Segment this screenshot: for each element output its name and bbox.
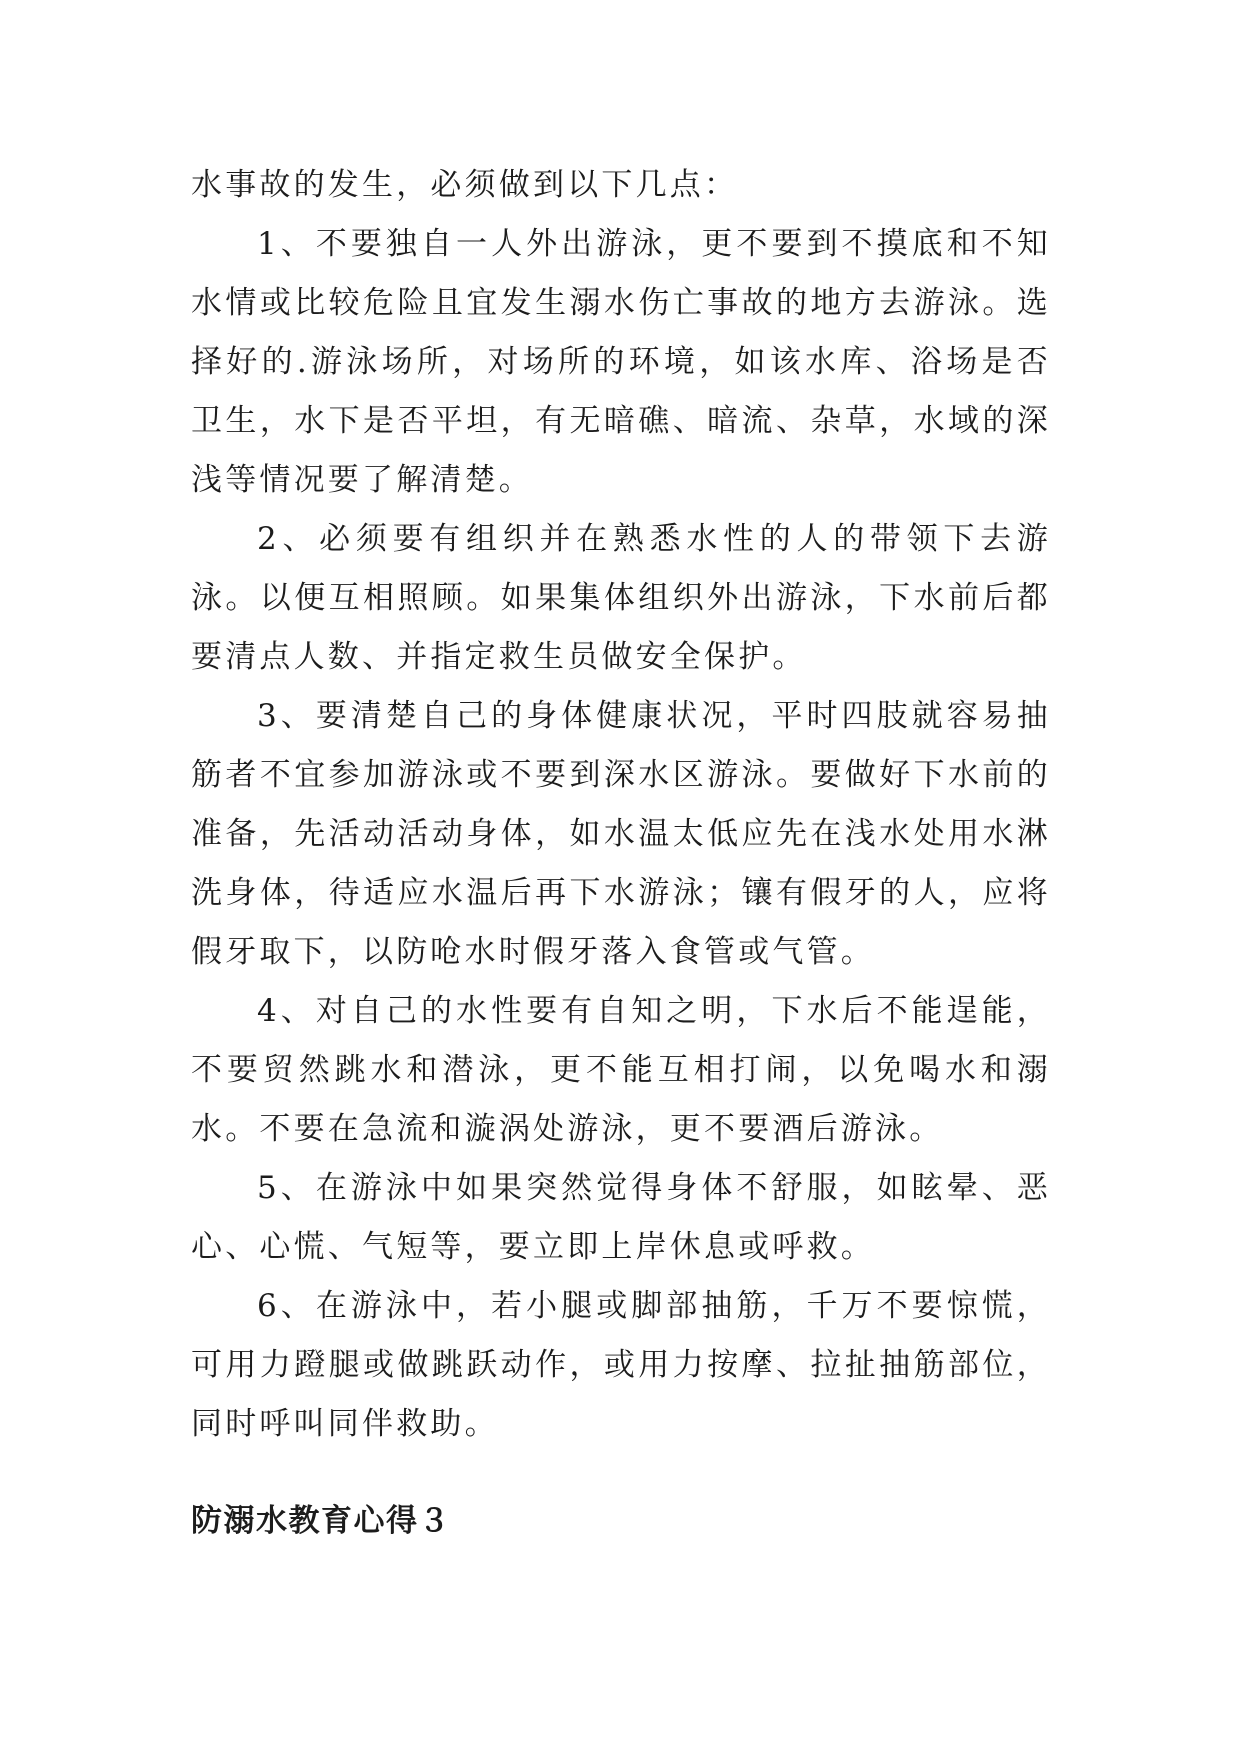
paragraph-item-5: 5、在游泳中如果突然觉得身体不舒服，如眩晕、恶心、心慌、气短等，要立即上岸休息或呼救。: [191, 1170, 1051, 1265]
paragraph-item-6: 6、在游泳中，若小腿或脚部抽筋，千万不要惊慌，可用力蹬腿或做跳跃动作，或用力按摩、拉扯抽筋部位，同时呼叫同伴救助。: [191, 1288, 1051, 1442]
paragraph-item-3: 3、要清楚自己的身体健康状况，平时四肢就容易抽筋者不宜参加游泳或不要到深水区游泳。要做好下水前的准备，先活动活动身体，如水温太低应先在浅水处用水淋洗身体，待适应水温后再下水游泳；镶有假牙的人，应将假牙取下，以防呛水时假牙落入食管或气管。: [191, 698, 1051, 970]
paragraph-item-4: 4、对自己的水性要有自知之明，下水后不能逞能，不要贸然跳水和潜泳，更不能互相打闹，以免喝水和溺水。不要在急流和漩涡处游泳，更不要酒后游泳。: [191, 993, 1051, 1147]
paragraph-item-2: 2、必须要有组织并在熟悉水性的人的带领下去游泳。以便互相照顾。如果集体组织外出游泳，下水前后都要清点人数、并指定救生员做安全保护。: [191, 521, 1051, 675]
document-body: [191, 156, 1051, 1454]
paragraph-intro: 水事故的发生，必须做到以下几点：: [191, 167, 739, 203]
paragraph-item-1: 1、不要独自一人外出游泳，更不要到不摸底和不知水情或比较危险且宜发生溺水伤亡事故的地方去游泳。选择好的.游泳场所，对场所的环境，如该水库、浴场是否卫生，水下是否平坦，有无暗礁、暗流、杂草，水域的深浅等情况要了解清楚。: [191, 226, 1051, 498]
section-heading: 防溺水教育心得３: [191, 1503, 451, 1539]
